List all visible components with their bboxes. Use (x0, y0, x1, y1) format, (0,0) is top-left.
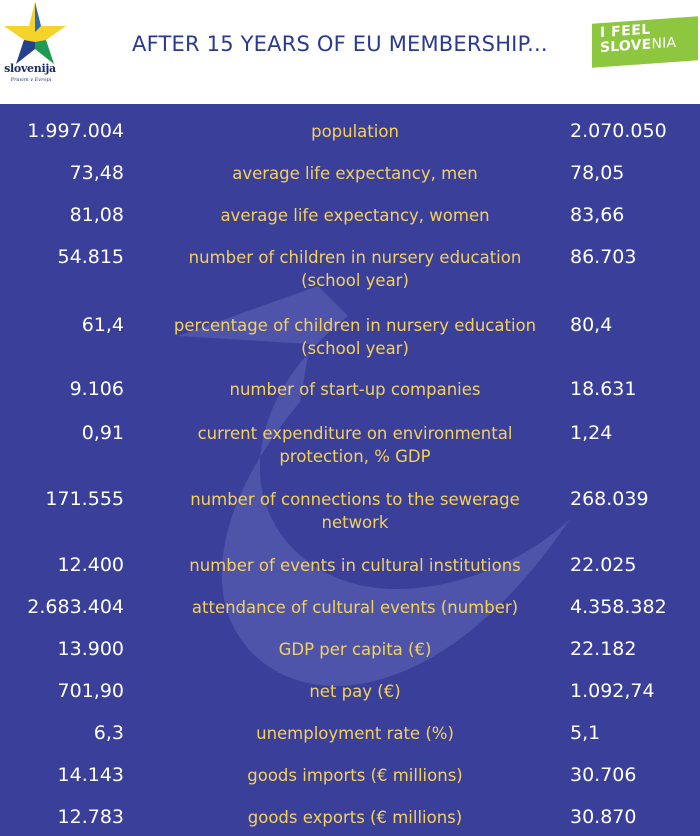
value-after: 4.358.382 (570, 596, 667, 618)
value-before: 9.106 (69, 378, 124, 400)
indicator-label (150, 806, 560, 829)
page-title: AFTER 15 YEARS OF EU MEMBERSHIP... (132, 32, 548, 56)
indicator-label-line: number of events in cultural institutions (189, 556, 521, 575)
value-after: 86.703 (570, 246, 637, 268)
i-feel-slovenia-badge (592, 16, 698, 67)
value-before: 73,48 (69, 162, 124, 184)
indicator-label-line: attendance of cultural events (number) (191, 598, 519, 617)
value-before: 81,08 (69, 204, 124, 226)
indicator-label (150, 162, 560, 185)
indicator-label (150, 554, 560, 577)
value-before: 2.683.404 (27, 596, 124, 618)
indicator-label (150, 488, 560, 534)
badge-line-2-bold: SLOVE (600, 36, 652, 57)
indicator-label-line: goods exports (€ millions) (247, 808, 463, 827)
value-after: 30.870 (570, 806, 637, 828)
indicator-label-line: GDP per capita (€) (278, 640, 432, 659)
value-after: 18.631 (570, 378, 637, 400)
value-before: 61,4 (81, 314, 124, 336)
indicator-label-line: network (321, 513, 389, 532)
indicator-label-line: net pay (€) (309, 682, 401, 701)
value-before: 14.143 (57, 764, 124, 786)
indicator-label (150, 246, 560, 292)
indicator-label-line: goods imports (€ millions) (247, 766, 463, 785)
indicator-label (150, 722, 560, 745)
value-before: 12.400 (57, 554, 124, 576)
value-after: 1,24 (570, 422, 613, 444)
logo-wordmark: slovenija (4, 62, 56, 75)
statistics-panel (0, 104, 700, 836)
indicator-label (150, 764, 560, 787)
indicator-label (150, 314, 560, 360)
indicator-label (150, 638, 560, 661)
value-after: 268.039 (570, 488, 649, 510)
value-after: 78,05 (570, 162, 625, 184)
badge-line-2-light: NIA (651, 34, 677, 53)
indicator-label-line: population (311, 122, 399, 141)
indicator-label-line: (school year) (301, 271, 409, 290)
value-after: 5,1 (570, 722, 601, 744)
indicator-label-line: (school year) (301, 339, 409, 358)
value-before: 0,91 (81, 422, 124, 444)
indicator-label (150, 378, 560, 401)
indicator-label-line: current expenditure on environmental (197, 424, 513, 443)
value-after: 2.070.050 (570, 120, 667, 142)
indicator-label (150, 596, 560, 619)
value-after: 30.706 (570, 764, 637, 786)
value-after: 22.025 (570, 554, 637, 576)
indicator-label (150, 120, 560, 143)
indicator-label (150, 204, 560, 227)
value-before: 13.900 (57, 638, 124, 660)
value-before: 701,90 (57, 680, 124, 702)
value-after: 22.182 (570, 638, 637, 660)
value-before: 171.555 (45, 488, 124, 510)
logo-tagline: Pravim v Evropi (10, 77, 52, 83)
value-after: 1.092,74 (570, 680, 655, 702)
indicator-label-line: protection, % GDP (279, 447, 431, 466)
value-after: 83,66 (570, 204, 625, 226)
indicator-label (150, 422, 560, 468)
header (0, 0, 700, 104)
indicator-label-line: unemployment rate (%) (256, 724, 454, 743)
value-after: 80,4 (570, 314, 613, 336)
indicator-label-line: number of children in nursery education (188, 248, 522, 267)
value-before: 1.997.004 (27, 120, 124, 142)
indicator-label-line: percentage of children in nursery education (173, 316, 537, 335)
indicator-label (150, 680, 560, 703)
value-before: 6,3 (93, 722, 124, 744)
indicator-label-line: number of start-up companies (229, 380, 481, 399)
value-before: 54.815 (57, 246, 124, 268)
badge-line-1: I FEEL (600, 21, 651, 42)
indicator-label-line: average life expectancy, men (232, 164, 478, 183)
indicator-label-line: average life expectancy, women (220, 206, 490, 225)
value-before: 12.783 (57, 806, 124, 828)
indicator-label-line: number of connections to the sewerage (190, 490, 520, 509)
